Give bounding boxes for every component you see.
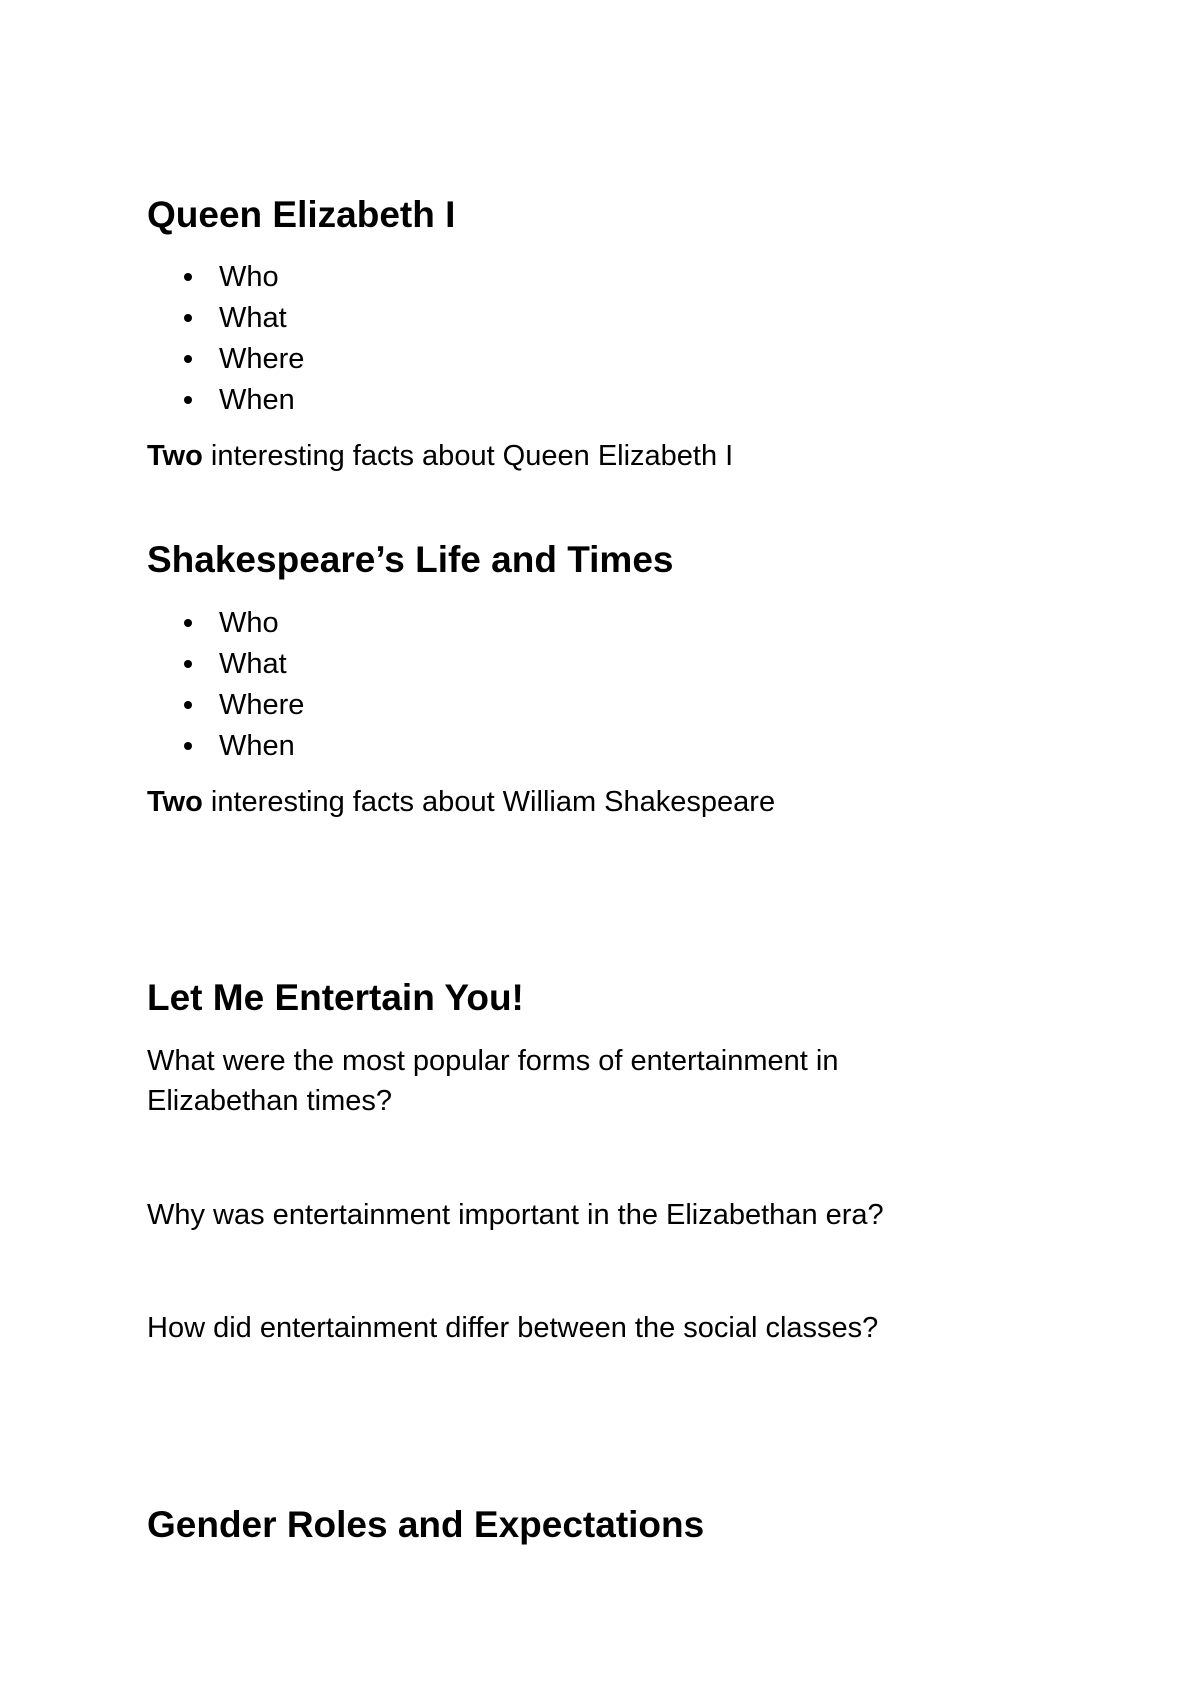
section-heading: Let Me Entertain You!	[147, 977, 524, 1018]
bullet-icon	[184, 355, 192, 363]
list-item	[147, 644, 1047, 685]
question	[147, 1195, 1047, 1235]
section-heading: Queen Elizabeth I	[147, 194, 456, 235]
list-item	[147, 339, 1047, 380]
bullet-icon	[184, 314, 192, 322]
question-text: What were the most popular forms of entertainment in Elizabethan times?	[147, 1045, 839, 1117]
facts-count: Two	[147, 786, 203, 818]
bullet-icon	[184, 619, 192, 627]
section-gender-roles	[147, 1503, 1047, 1547]
bullet-list	[147, 603, 1047, 767]
facts-text: interesting facts about William Shakespeare	[202, 786, 776, 818]
list-item	[147, 726, 1047, 767]
bullet-icon	[184, 660, 192, 668]
bullet-icon	[184, 396, 192, 404]
facts-count: Two	[147, 440, 203, 472]
list-item-label: Where	[219, 343, 305, 375]
question	[147, 1041, 967, 1121]
list-item	[147, 298, 1047, 339]
list-item-label: What	[219, 302, 287, 334]
section-queen-elizabeth	[147, 193, 1047, 237]
facts-prompt	[147, 784, 1047, 820]
list-item	[147, 685, 1047, 726]
list-item-label: When	[219, 384, 295, 416]
question-text: How did entertainment differ between the social classes?	[147, 1312, 879, 1344]
list-item	[147, 380, 1047, 421]
question-text: Why was entertainment important in the Elizabethan era?	[147, 1199, 884, 1231]
list-item-label: What	[219, 648, 287, 680]
list-item-label: Who	[219, 607, 279, 639]
list-item-label: Who	[219, 261, 279, 293]
section-heading: Gender Roles and Expectations	[147, 1504, 705, 1545]
bullet-icon	[184, 273, 192, 281]
bullet-list	[147, 257, 1047, 421]
section-entertainment	[147, 976, 1047, 1020]
bullet-icon	[184, 701, 192, 709]
section-shakespeare	[147, 538, 1047, 582]
question	[147, 1308, 1047, 1348]
bullet-icon	[184, 742, 192, 750]
list-item-label: Where	[219, 689, 305, 721]
list-item	[147, 257, 1047, 298]
list-item	[147, 603, 1047, 644]
facts-prompt	[147, 438, 1047, 474]
section-heading: Shakespeare’s Life and Times	[147, 539, 674, 580]
facts-text: interesting facts about Queen Elizabeth I	[202, 440, 734, 472]
list-item-label: When	[219, 730, 295, 762]
